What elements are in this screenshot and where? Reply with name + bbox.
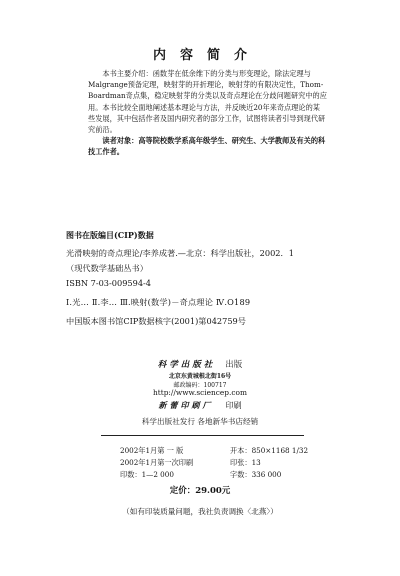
printer-name: 新蕾印刷厂 <box>158 400 214 410</box>
divider <box>101 435 304 436</box>
spec-print-run: 印数：1—2 000 <box>120 470 174 479</box>
distribution-line: 科学出版社发行 各地新华书店经销 <box>141 417 259 426</box>
cip-isbn: ISBN 7-03-009594-4 <box>66 278 152 288</box>
quality-notice: （如有印装质量问题，我社负责调换〈北燕〉） <box>122 507 278 516</box>
audience-paragraph <box>88 135 360 146</box>
publisher-name: 科学出版社 <box>157 360 216 370</box>
summary-title: 内容简介 <box>152 48 261 63</box>
publisher-address: 北京东黄城根北街16号 <box>168 373 232 380</box>
spec-sheets: 印张：13 <box>230 458 261 467</box>
cip-heading: 图书在版编目(CIP)数据 <box>66 230 154 240</box>
abstract-line: 读者对象：高等院校数学系高年级学生、研究生、大学教师及有关的科 <box>102 136 326 146</box>
abstract <box>88 68 360 158</box>
cip-series: （现代数学基础丛书） <box>66 263 148 273</box>
abstract-line: 技工作者。 <box>88 147 124 157</box>
publisher-url: http://www.sciencep.com <box>153 388 247 397</box>
abstract-line: 些发展，其中包括作者及国内研究者的部分工作，试图将读者引导到现代研 <box>88 113 326 123</box>
printer-role: 印刷 <box>225 401 242 410</box>
abstract-line: Boardman奇点集，稳定映射芽的分类以及奇点理论在分歧问题研究中的应 <box>88 91 327 101</box>
publisher-postcode: 邮政编码：100717 <box>173 382 227 389</box>
spec-format: 开本：850×1168 1/32 <box>230 446 309 455</box>
spec-printing: 2002年1月第一次印刷 <box>120 458 194 467</box>
spec-word-count: 字数：336 000 <box>230 470 282 479</box>
price: 定价：29.00元 <box>169 486 231 496</box>
abstract-paragraph-1 <box>88 68 360 79</box>
cip-record-number: 中国版本图书馆CIP数据核字(2001)第042759号 <box>66 316 246 326</box>
spec-edition: 2002年1月第 一 版 <box>120 446 184 455</box>
abstract-line: 究前沿。 <box>88 125 117 135</box>
abstract-line: 本书主要介绍：函数芽在低余维下的分类与形变理论，除法定理与 <box>102 69 311 78</box>
publisher-role: 出版 <box>225 360 243 370</box>
abstract-line: Malgrange预备定理，映射芽的开折理论，映射芽的有限决定性，Thom- <box>88 80 324 90</box>
publisher-line <box>0 358 400 370</box>
abstract-line: 用。本书比较全面地阐述基本理论与方法，并反映近20年来奇点理论的某 <box>88 102 320 112</box>
cip-citation: 光滑映射的奇点理论/李养成著.—北京：科学出版社，2002．1 <box>66 248 294 258</box>
cip-subjects: Ⅰ.光… Ⅱ.李… Ⅲ.映射(数学)－奇点理论 Ⅳ.O189 <box>66 297 251 307</box>
printer-line <box>0 400 400 411</box>
